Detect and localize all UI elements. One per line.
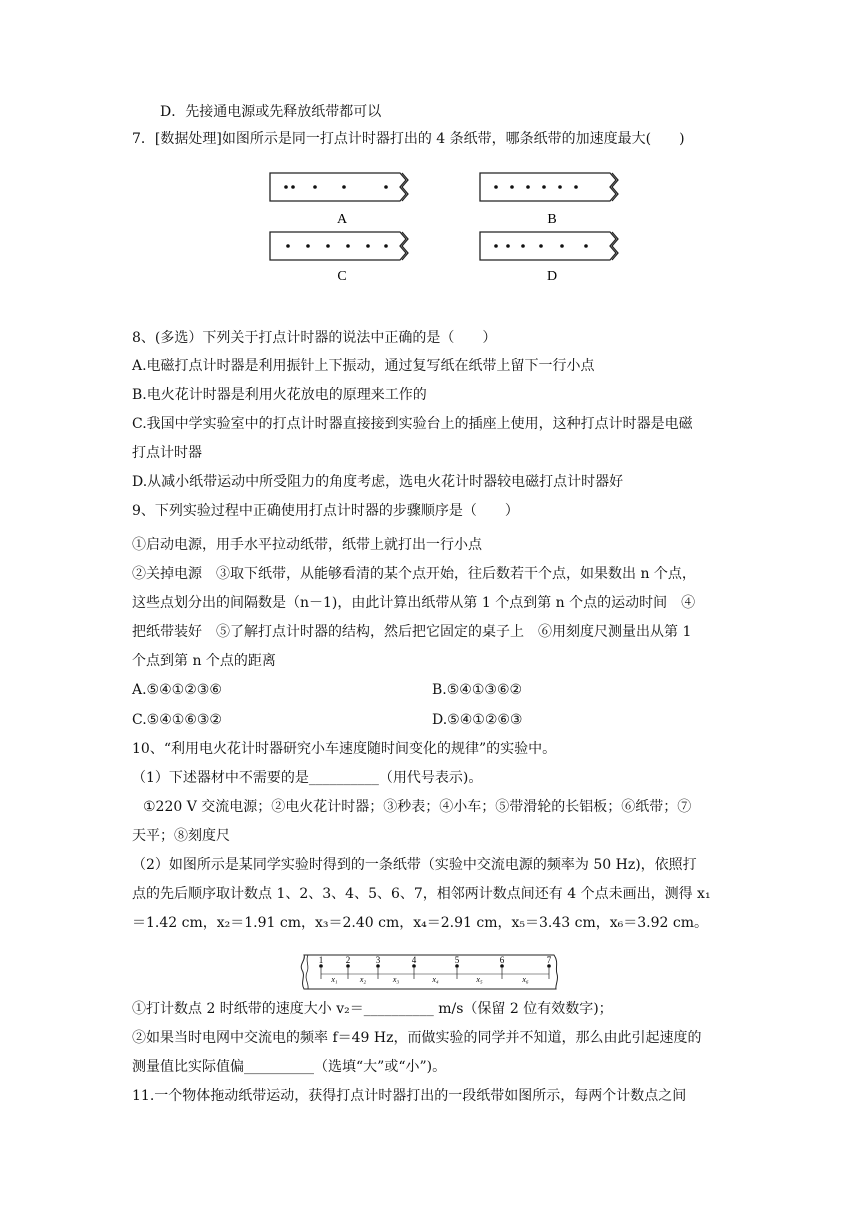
q10-part2-line1: （2）如图所示是某同学实验时得到的一条纸带（实验中交流电源的频率为 50 Hz)，依照打 [132,857,697,873]
q10-part2-line2: 点的先后顺序取计数点 1、2、3、4、5、6、7，相邻两计数点间还有 4 个点未画出，测得 x₁ [132,886,711,902]
q11-stem: 11.一个物体拖动纸带运动，获得打点计时器打出的一段纸带如图所示，每两个计数点之间 [132,1088,687,1104]
q6-option-d: D．先接通电源或先释放纸带都可以 [160,104,382,120]
q7-stem: 7．[数据处理]如图所示是同一打点计时器打出的 4 条纸带，哪条纸带的加速度最大( ) [132,131,685,147]
q9-option-a: A.⑤④①②③⑥ [132,682,222,698]
tape-d-label: D [546,269,558,284]
q8-option-c-cont: 打点计时器 [132,445,202,461]
q8-option-c: C.我国中学实验室中的打点计时器直接接到实验台上的插座上使用，这种打点计时器是电磁 [132,416,693,432]
q10-sub2-line2: 测量值比实际值偏__________（选填“大”或“小”)。 [132,1059,447,1075]
q9-option-b: B.⑤④①③⑥② [432,682,523,698]
tape-c [270,232,408,284]
q9-line-5: 个点到第 n 个点的距离 [132,653,276,669]
q10-stem: 10、“利用电火花计时器研究小车速度随时间变化的规律”的实验中。 [132,741,557,757]
q8-option-b: B.电火花计时器是利用火花放电的原理来工作的 [132,387,427,403]
q9-stem: 9、下列实验过程中正确使用打点计时器的步骤顺序是（ ） [132,503,519,519]
tape-segment-label: x₁ [331,975,338,984]
tape-segment-label: x₆ [522,975,529,984]
tape-point-label: 4 [411,955,417,965]
q10-part1-items-cont: 天平；⑧刻度尺 [132,828,230,844]
tape-segment-label: x₄ [432,975,439,984]
tape-b [480,173,618,227]
tape-c-label: C [337,269,347,284]
tape-point-label: 5 [454,955,460,965]
q9-line-1: ①启动电源，用手水平拉动纸带，纸带上就打出一行小点 [132,537,482,553]
q10-part1-items: ①220 V 交流电源；②电火花计时器；③秒表；④小车；⑤带滑轮的长铝板；⑥纸带；⑦ [143,799,692,815]
q9-option-d: D.⑤④①②⑥③ [432,712,523,728]
tape-d [480,232,618,284]
tape-a [270,173,408,227]
q10-sub1: ①打计数点 2 时纸带的速度大小 v₂＝__________ m/s（保留 2 位有效数字)； [132,1001,613,1017]
tape-point-label: 2 [345,955,351,965]
tape-point-label: 1 [318,955,324,965]
tape-segment-label: x₃ [392,975,400,984]
q9-line-3: 这些点划分出的间隔数是（n－1)，由此计算出纸带从第 1 个点到第 n 个点的运动时间 ④ [132,595,696,611]
q9-line-4: 把纸带装好 ⑤了解打点计时器的结构，然后把它固定的桌子上 ⑥用刻度尺测量出从第 1 [132,624,692,640]
q8-option-d: D.从减小纸带运动中所受阻力的角度考虑，选电火花计时器较电磁打点计时器好 [132,474,624,490]
tape-segment-label: x₅ [476,975,483,984]
q10-sub2-line1: ②如果当时电网中交流电的频率 f＝49 Hz，而做实验的同学并不知道，那么由此引起速度的 [132,1030,702,1046]
q9-option-c: C.⑤④①⑥③② [132,712,222,728]
q8-stem: 8、(多选）下列关于打点计时器的说法中正确的是（ ） [132,330,497,346]
q9-line-2: ②关掉电源 ③取下纸带，从能够看清的某个点开始，往后数若干个点，如果数出 n 个点， [132,566,696,582]
q10-part2-line3: ＝1.42 cm，x₂＝1.91 cm，x₃＝2.40 cm，x₄＝2.91 cm，x₅＝3.43 cm，x₆＝3.92 cm。 [132,915,708,931]
q7-tapes-figure [252,160,642,288]
tape-point-label: 3 [375,955,381,965]
q10-part1: （1）下述器材中不需要的是__________（用代号表示)。 [132,770,483,786]
tape-point-label: 6 [499,955,505,965]
q8-option-a: A.电磁打点计时器是利用振针上下振动，通过复写纸在纸带上留下一行小点 [132,358,595,374]
tape-point-label: 7 [546,955,552,965]
tape-a-label: A [336,212,348,227]
q10-tape-figure [298,952,562,992]
tape-segment-label: x₂ [359,975,367,984]
tape-b-label: B [547,212,557,227]
